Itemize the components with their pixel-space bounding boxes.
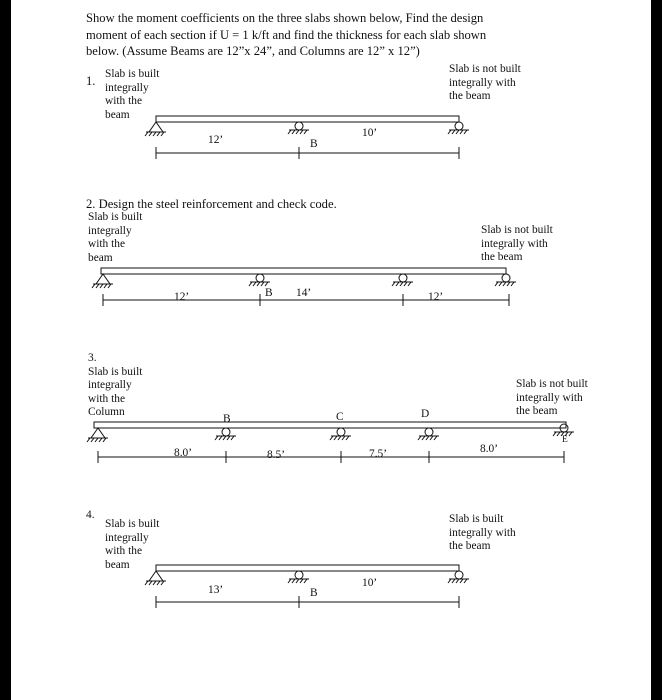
span-label: 10’ — [362, 127, 378, 139]
span-label: 8.0’ — [480, 443, 499, 455]
roller-support-icon — [295, 122, 303, 130]
ground-hatch — [161, 132, 164, 136]
ground-hatch — [408, 282, 411, 286]
ground-hatch — [87, 438, 90, 442]
span-label: 12’ — [428, 291, 444, 303]
note-line: the beam — [449, 90, 491, 102]
ground-hatch — [103, 438, 106, 442]
support-label-b: B — [265, 287, 273, 299]
ground-hatch — [261, 282, 264, 286]
note-line: Slab is built — [88, 365, 143, 378]
ground-hatch — [108, 284, 111, 288]
note-line: integrally — [105, 531, 149, 544]
pin-support-icon — [149, 571, 163, 581]
ground-hatch — [288, 579, 291, 583]
ground-hatch — [346, 436, 349, 440]
note-line: Column — [88, 406, 125, 418]
ground-hatch — [231, 436, 234, 440]
roller-support-icon — [455, 571, 463, 579]
span-label: 14’ — [296, 287, 312, 299]
roller-support-icon — [425, 428, 433, 436]
ground-hatch — [149, 132, 152, 136]
ground-hatch — [452, 579, 455, 583]
ground-hatch — [448, 130, 451, 134]
note-line: the beam — [516, 405, 558, 417]
note-line: Slab is not built — [481, 224, 553, 236]
support-label-e: E — [562, 435, 568, 445]
span-label: 12’ — [208, 134, 224, 146]
pin-support-icon — [91, 428, 105, 438]
span-label: 12’ — [174, 291, 190, 303]
ground-hatch — [296, 579, 299, 583]
ground-hatch — [342, 436, 345, 440]
ground-hatch — [430, 436, 433, 440]
note-line: integrally — [88, 379, 132, 391]
roller-support-icon — [502, 274, 510, 282]
ground-hatch — [145, 581, 148, 585]
ground-hatch — [464, 579, 467, 583]
ground-hatch — [460, 579, 463, 583]
ground-hatch — [95, 438, 98, 442]
ground-hatch — [249, 282, 252, 286]
ground-hatch — [219, 436, 222, 440]
note-line: integrally with — [481, 237, 548, 250]
ground-hatch — [400, 282, 403, 286]
ground-hatch — [157, 132, 160, 136]
ground-hatch — [495, 282, 498, 286]
support-label-d: D — [421, 408, 430, 420]
ground-hatch — [153, 132, 156, 136]
note-line: integrally — [105, 81, 149, 94]
span-label: 13’ — [208, 584, 224, 596]
ground-hatch — [149, 581, 152, 585]
ground-hatch — [265, 282, 268, 286]
ground-hatch — [460, 130, 463, 134]
ground-hatch — [304, 130, 307, 134]
ground-hatch — [92, 284, 95, 288]
beam — [156, 116, 459, 122]
note-line: integrally with — [449, 526, 516, 539]
ground-hatch — [153, 581, 156, 585]
ground-hatch — [300, 130, 303, 134]
ground-hatch — [456, 130, 459, 134]
span-label: 8.5’ — [267, 449, 286, 461]
problem-3-number: 3. — [88, 352, 97, 364]
ground-hatch — [304, 579, 307, 583]
ground-hatch — [296, 130, 299, 134]
span-label: 8.0’ — [174, 447, 193, 459]
ground-hatch — [91, 438, 94, 442]
problem-1-number: 1. — [86, 74, 96, 88]
support-label-b: B — [310, 587, 318, 599]
ground-hatch — [292, 579, 295, 583]
ground-hatch — [96, 284, 99, 288]
span-label: 10’ — [362, 577, 378, 589]
note-line: integrally with — [516, 391, 583, 404]
ground-hatch — [100, 284, 103, 288]
note-line: Slab is built — [449, 513, 504, 525]
statement-line-2: moment of each section if U = 1 k/ft and find the thickness for each slab shown — [86, 27, 487, 42]
note-line: the beam — [449, 540, 491, 552]
ground-hatch — [452, 130, 455, 134]
ground-hatch — [464, 130, 467, 134]
roller-support-icon — [455, 122, 463, 130]
ground-hatch — [292, 130, 295, 134]
ground-hatch — [569, 432, 572, 436]
support-label-c: C — [336, 411, 344, 423]
note-line: Slab is not built — [449, 63, 521, 75]
ground-hatch — [553, 432, 556, 436]
ground-hatch — [300, 579, 303, 583]
roller-support-icon — [256, 274, 264, 282]
ground-hatch — [456, 579, 459, 583]
ground-hatch — [215, 436, 218, 440]
ground-hatch — [511, 282, 514, 286]
note-line: with the — [88, 238, 126, 250]
ground-hatch — [499, 282, 502, 286]
ground-hatch — [426, 436, 429, 440]
pin-support-icon — [96, 274, 110, 284]
roller-support-icon — [295, 571, 303, 579]
statement-line-3: below. (Assume Beams are 12”x 24”, and Columns are 12” x 12”) — [86, 44, 420, 58]
ground-hatch — [104, 284, 107, 288]
ground-hatch — [338, 436, 341, 440]
ground-hatch — [288, 130, 291, 134]
statement-line-1: Show the moment coefficients on the three slabs shown below, Find the design — [86, 11, 484, 25]
ground-hatch — [396, 282, 399, 286]
ground-hatch — [557, 432, 560, 436]
document-page — [11, 0, 651, 700]
beam — [156, 565, 459, 571]
problem-4-number: 4. — [86, 509, 95, 521]
beam-diagrams — [11, 0, 651, 700]
note-line: beam — [105, 108, 130, 121]
problem-2-heading: 2. Design the steel reinforcement and check code. — [86, 197, 337, 211]
ground-hatch — [561, 432, 564, 436]
ground-hatch — [334, 436, 337, 440]
note-line: beam — [88, 251, 113, 264]
beam — [101, 268, 506, 274]
beam — [94, 422, 566, 428]
support-label-b: B — [223, 413, 231, 425]
ground-hatch — [223, 436, 226, 440]
ground-hatch — [565, 432, 568, 436]
note-line: Slab is built — [88, 211, 143, 223]
ground-hatch — [145, 132, 148, 136]
note-line: with the — [88, 392, 126, 405]
ground-hatch — [404, 282, 407, 286]
note-line: integrally — [88, 224, 132, 237]
ground-hatch — [157, 581, 160, 585]
roller-support-icon — [337, 428, 345, 436]
note-line: Slab is built — [105, 518, 160, 530]
note-line: integrally with — [449, 76, 516, 89]
note-line: with the — [105, 545, 143, 557]
ground-hatch — [422, 436, 425, 440]
ground-hatch — [330, 436, 333, 440]
ground-hatch — [434, 436, 437, 440]
ground-hatch — [392, 282, 395, 286]
pin-support-icon — [149, 122, 163, 132]
ground-hatch — [161, 581, 164, 585]
span-label: 7.5’ — [369, 448, 388, 460]
ground-hatch — [507, 282, 510, 286]
note-line: beam — [105, 558, 130, 571]
roller-support-icon — [222, 428, 230, 436]
ground-hatch — [99, 438, 102, 442]
note-line: with the — [105, 95, 143, 107]
support-label-b: B — [310, 138, 318, 150]
ground-hatch — [253, 282, 256, 286]
ground-hatch — [418, 436, 421, 440]
ground-hatch — [227, 436, 230, 440]
roller-support-icon — [399, 274, 407, 282]
note-line: the beam — [481, 251, 523, 263]
note-line: Slab is not built — [516, 378, 588, 390]
ground-hatch — [503, 282, 506, 286]
ground-hatch — [448, 579, 451, 583]
note-line: Slab is built — [105, 68, 160, 80]
ground-hatch — [257, 282, 260, 286]
